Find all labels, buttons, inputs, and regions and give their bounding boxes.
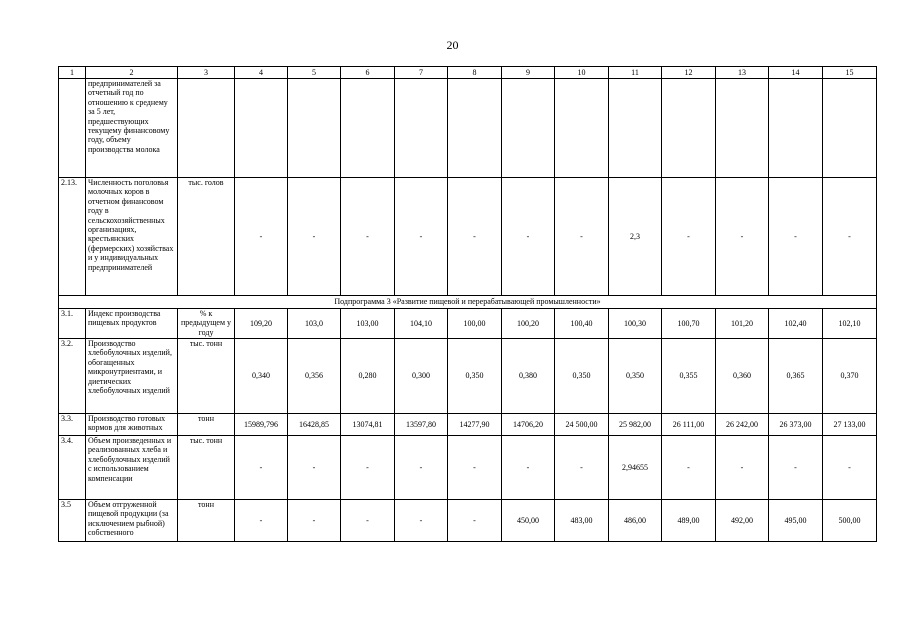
row-number-cell: 2.13. — [59, 178, 86, 296]
value-cell: 26 373,00 — [769, 414, 823, 436]
column-number-cell: 5 — [288, 67, 341, 79]
value-cell — [235, 79, 288, 178]
value-cell: - — [235, 500, 288, 542]
value-cell: 14277,90 — [448, 414, 502, 436]
value-cell: - — [395, 500, 448, 542]
value-cell — [288, 79, 341, 178]
value-cell: - — [235, 436, 288, 500]
value-cell: - — [448, 178, 502, 296]
value-cell: 25 982,00 — [609, 414, 662, 436]
value-cell — [502, 79, 555, 178]
table-row — [59, 178, 877, 296]
value-cell — [555, 79, 609, 178]
value-cell — [448, 79, 502, 178]
value-cell: 27 133,00 — [823, 414, 877, 436]
indicator-name-cell: Объем отгруженной пищевой продукции (за исключением рыбной) собственного — [86, 500, 178, 542]
value-cell: 109,20 — [235, 309, 288, 339]
value-cell: 0,350 — [609, 339, 662, 414]
column-number-cell: 7 — [395, 67, 448, 79]
indicator-name-cell: предпринимателей за отчетный год по отношению к среднему за 5 лет, предшествующих текущему финансовому году, объему производства молока — [86, 79, 178, 178]
table-row — [59, 309, 877, 339]
row-number-cell: 3.3. — [59, 414, 86, 436]
table-row — [59, 500, 877, 542]
value-cell: 26 111,00 — [662, 414, 716, 436]
indicator-name-cell: Производство готовых кормов для животных — [86, 414, 178, 436]
value-cell: 100,70 — [662, 309, 716, 339]
unit-cell — [178, 79, 235, 178]
unit-cell: тыс. голов — [178, 178, 235, 296]
value-cell: - — [341, 178, 395, 296]
indicator-name-cell: Численность поголовья молочных коров в отчетном финансовом году в сельскохозяйственных организациях, крестьянских (фермерских) хозяйствах и у индивидуальных предпринимателей — [86, 178, 178, 296]
indicators-table — [58, 66, 877, 542]
table-row — [59, 79, 877, 178]
value-cell: 14706,20 — [502, 414, 555, 436]
value-cell: - — [448, 500, 502, 542]
value-cell: - — [662, 436, 716, 500]
value-cell — [341, 79, 395, 178]
row-number-cell: 3.2. — [59, 339, 86, 414]
value-cell: 0,380 — [502, 339, 555, 414]
table-row — [59, 414, 877, 436]
value-cell: 104,10 — [395, 309, 448, 339]
value-cell: - — [716, 178, 769, 296]
indicator-name-cell: Индекс производства пищевых продуктов — [86, 309, 178, 339]
value-cell: 0,350 — [448, 339, 502, 414]
value-cell: 0,280 — [341, 339, 395, 414]
row-number-cell — [59, 79, 86, 178]
value-cell: - — [235, 178, 288, 296]
value-cell: 24 500,00 — [555, 414, 609, 436]
value-cell: 0,370 — [823, 339, 877, 414]
column-number-cell: 10 — [555, 67, 609, 79]
value-cell: - — [288, 178, 341, 296]
column-number-cell: 15 — [823, 67, 877, 79]
table-row — [59, 339, 877, 414]
column-number-cell: 1 — [59, 67, 86, 79]
value-cell: 101,20 — [716, 309, 769, 339]
value-cell: - — [716, 436, 769, 500]
value-cell: 102,10 — [823, 309, 877, 339]
unit-cell: тонн — [178, 414, 235, 436]
column-number-cell: 13 — [716, 67, 769, 79]
value-cell: 492,00 — [716, 500, 769, 542]
value-cell: - — [502, 436, 555, 500]
value-cell: 16428,85 — [288, 414, 341, 436]
value-cell: 13597,80 — [395, 414, 448, 436]
column-number-cell: 12 — [662, 67, 716, 79]
value-cell: - — [555, 178, 609, 296]
unit-cell: тыс. тонн — [178, 436, 235, 500]
column-number-row — [59, 67, 877, 79]
value-cell: - — [769, 436, 823, 500]
value-cell — [769, 79, 823, 178]
value-cell: - — [288, 436, 341, 500]
value-cell: 103,0 — [288, 309, 341, 339]
value-cell — [609, 79, 662, 178]
value-cell: 100,00 — [448, 309, 502, 339]
value-cell: 15989,796 — [235, 414, 288, 436]
value-cell: 483,00 — [555, 500, 609, 542]
value-cell: 0,350 — [555, 339, 609, 414]
page-number: 20 — [446, 38, 459, 52]
value-cell: 0,365 — [769, 339, 823, 414]
value-cell: - — [395, 178, 448, 296]
value-cell: - — [823, 436, 877, 500]
value-cell: - — [662, 178, 716, 296]
value-cell: 2,94655 — [609, 436, 662, 500]
subprogram-title: Подпрограмма 3 «Развитие пищевой и перерабатывающей промышленности» — [59, 296, 877, 309]
value-cell: - — [448, 436, 502, 500]
value-cell: - — [341, 500, 395, 542]
value-cell: 489,00 — [662, 500, 716, 542]
column-number-cell: 6 — [341, 67, 395, 79]
column-number-cell: 9 — [502, 67, 555, 79]
unit-cell: тонн — [178, 500, 235, 542]
row-number-cell: 3.5 — [59, 500, 86, 542]
value-cell: 26 242,00 — [716, 414, 769, 436]
value-cell — [823, 79, 877, 178]
value-cell: - — [823, 178, 877, 296]
indicator-name-cell: Объем произведенных и реализованных хлеба и хлебобулочных изделий с использованием компенсации — [86, 436, 178, 500]
indicator-name-cell: Производство хлебобулочных изделий, обогащенных микронутриентами, и диетических хлебобулочных изделий — [86, 339, 178, 414]
table-row — [59, 436, 877, 500]
value-cell: - — [395, 436, 448, 500]
value-cell: 0,300 — [395, 339, 448, 414]
value-cell: - — [555, 436, 609, 500]
unit-cell: % к предыдущем у году — [178, 309, 235, 339]
column-number-cell: 2 — [86, 67, 178, 79]
value-cell: 0,355 — [662, 339, 716, 414]
value-cell: 495,00 — [769, 500, 823, 542]
subprogram-row — [59, 296, 877, 309]
value-cell: 2,3 — [609, 178, 662, 296]
row-number-cell: 3.4. — [59, 436, 86, 500]
value-cell — [395, 79, 448, 178]
value-cell: 13074,81 — [341, 414, 395, 436]
value-cell: 0,360 — [716, 339, 769, 414]
column-number-cell: 11 — [609, 67, 662, 79]
column-number-cell: 14 — [769, 67, 823, 79]
value-cell: 103,00 — [341, 309, 395, 339]
value-cell: 0,340 — [235, 339, 288, 414]
row-number-cell: 3.1. — [59, 309, 86, 339]
value-cell: - — [502, 178, 555, 296]
unit-cell: тыс. тонн — [178, 339, 235, 414]
value-cell: 0,356 — [288, 339, 341, 414]
value-cell: 100,20 — [502, 309, 555, 339]
value-cell — [662, 79, 716, 178]
column-number-cell: 8 — [448, 67, 502, 79]
value-cell: 102,40 — [769, 309, 823, 339]
value-cell: - — [769, 178, 823, 296]
value-cell: 450,00 — [502, 500, 555, 542]
value-cell: 100,40 — [555, 309, 609, 339]
column-number-cell: 3 — [178, 67, 235, 79]
value-cell: - — [341, 436, 395, 500]
column-number-cell: 4 — [235, 67, 288, 79]
value-cell — [716, 79, 769, 178]
value-cell: 486,00 — [609, 500, 662, 542]
value-cell: 100,30 — [609, 309, 662, 339]
value-cell: - — [288, 500, 341, 542]
value-cell: 500,00 — [823, 500, 877, 542]
